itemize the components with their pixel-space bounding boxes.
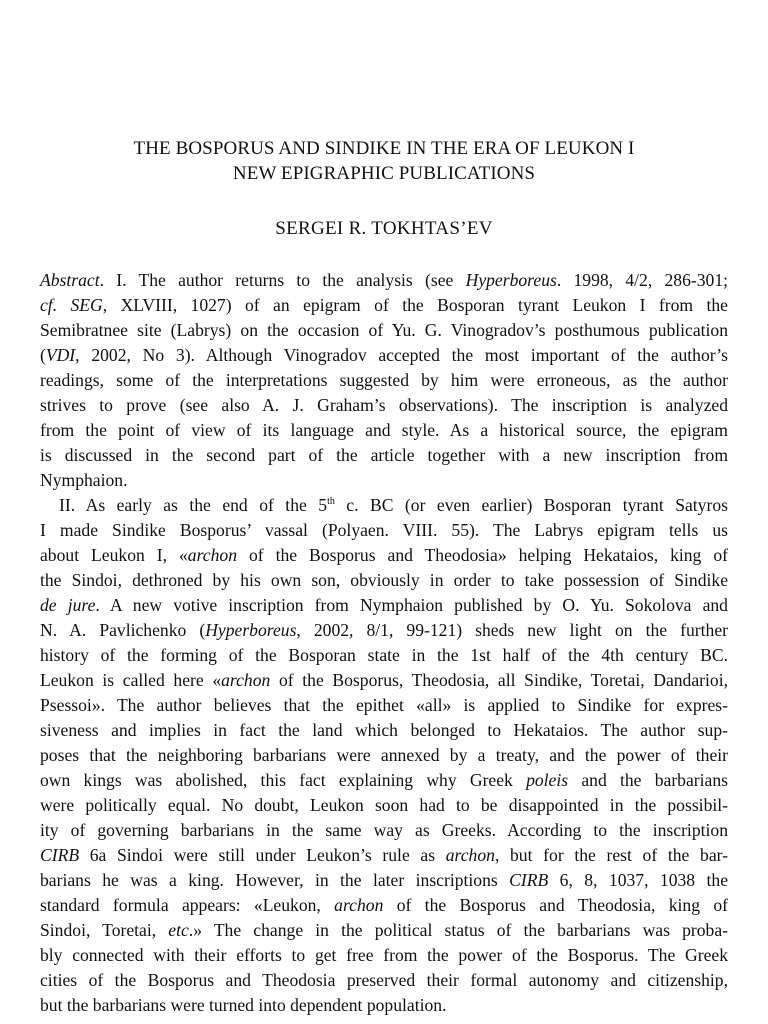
text-run: c. BC (or even earlier) Bosporan tyrant Satyros [334, 495, 728, 515]
text-run: 6, 8, 1037, 1038 the [548, 870, 728, 890]
text-run: about Leukon I, « [40, 545, 188, 565]
abstract-paragraph-2 [40, 493, 728, 1018]
text-run: own kings was abolished, this fact explaining why Greek [40, 770, 527, 790]
text-run: . I. The author returns to the analysis (see [99, 270, 466, 290]
corpus-abbrev: CIRB [40, 845, 80, 865]
text-run: , 2002, 8/1, 99-121) sheds new light on the further [296, 620, 728, 640]
text-line: readings, some of the interpretations suggested by him were erroneous, as the author [40, 370, 728, 390]
text-line [40, 843, 728, 868]
text-run: II. As early as the end of the 5 [59, 495, 328, 515]
article-title-line-2: NEW EPIGRAPHIC PUBLICATIONS [232, 163, 536, 184]
text-run: , 2002, No 3). Although Vinogradov accepted the most important of the author’s [75, 345, 728, 365]
text-line [40, 343, 728, 368]
text-run: standard formula appears: «Leukon, [40, 895, 335, 915]
text-line [40, 768, 728, 793]
text-run: barians he was a king. However, in the later inscriptions [40, 870, 510, 890]
text-line: strives to prove (see also A. J. Graham’s observations). The inscription is analyzed [40, 395, 728, 415]
text-line [40, 893, 728, 918]
article-author: SERGEI R. TOKHTAS’EV [275, 218, 493, 239]
text-line: Semibratnee site (Labrys) on the occasion of Yu. G. Vinogradov’s posthumous publication [40, 320, 728, 340]
corpus-abbrev: CIRB [509, 870, 549, 890]
journal-name: VDI [45, 345, 76, 365]
abstract-label: Abstract [40, 270, 100, 290]
text-line: poses that the neighboring barbarians were annexed by a treaty, and the power of their [40, 745, 728, 765]
text-run: N. A. Pavlichenko ( [40, 620, 206, 640]
text-run: 6a Sindoi were still under Leukon’s rule as [79, 845, 446, 865]
text-line [40, 268, 728, 293]
citation-abbrev: cf. SEG [40, 295, 103, 315]
superscript: th [327, 496, 335, 507]
text-line: Psessoi». The author believes that the epithet «all» is applied to Sindike for expres- [40, 695, 728, 715]
term: archon [445, 845, 495, 865]
text-line [40, 493, 728, 518]
journal-name: Hyperboreus [205, 620, 297, 640]
text-line [40, 293, 728, 318]
text-line: Nymphaion. [40, 470, 128, 490]
text-run: ( [40, 345, 46, 365]
text-run: of the Bosporus, Theodosia, all Sindike, Toretai, Dandarioi, [270, 670, 728, 690]
term: de jure [40, 595, 96, 615]
text-line: history of the forming of the Bosporan state in the 1st half of the 4th century BC. [40, 645, 728, 665]
text-line [40, 543, 728, 568]
text-run: Leukon is called here « [40, 670, 222, 690]
text-line: the Sindoi, dethroned by his own son, obviously in order to take possession of Sindike [40, 570, 728, 590]
term: archon [334, 895, 384, 915]
text-run: . A new votive inscription from Nymphaion published by O. Yu. Sokolova and [95, 595, 728, 615]
text-run: .» The change in the political status of the barbarians was proba- [188, 920, 728, 940]
text-line: were politically equal. No doubt, Leukon soon had to be disappointed in the possibil- [40, 795, 728, 815]
text-line: bly connected with their efforts to get free from the power of the Bosporus. The Greek [40, 945, 728, 965]
text-line [40, 668, 728, 693]
term: archon [187, 545, 237, 565]
text-line [40, 918, 728, 943]
text-run: and the barbarians [568, 770, 728, 790]
text-line [40, 618, 728, 643]
text-run: of the Bosporus and Theodosia, king of [383, 895, 728, 915]
text-line: siveness and implies in fact the land which belonged to Hekataios. The author sup- [40, 720, 728, 740]
abstract-paragraph-1 [40, 268, 728, 493]
text-line: but the barbarians were turned into dependent population. [40, 995, 447, 1015]
text-run: Sindoi, Toretai, [40, 920, 169, 940]
article-title-line-1: THE BOSPORUS AND SINDIKE IN THE ERA OF LEUKON I [133, 138, 635, 159]
text-line: from the point of view of its language and style. As a historical source, the epigram [40, 420, 728, 440]
text-line: is discussed in the second part of the article together with a new inscription from [40, 445, 728, 465]
text-line: cities of the Bosporus and Theodosia preserved their formal autonomy and citizenship, [40, 970, 728, 990]
text-run: , but for the rest of the bar- [494, 845, 729, 865]
text-run: , XLVIII, 1027) of an epigram of the Bosporan tyrant Leukon I from the [102, 295, 728, 315]
text-run: of the Bosporus and Theodosia» helping Hekataios, king of [237, 545, 728, 565]
text-line [40, 868, 728, 893]
text-line [40, 593, 728, 618]
term: archon [221, 670, 271, 690]
term: poleis [526, 770, 569, 790]
text-line: ity of governing barbarians in the same way as Greeks. According to the inscription [40, 820, 728, 840]
journal-name: Hyperboreus [465, 270, 557, 290]
text-line: I made Sindike Bosporus’ vassal (Polyaen. VIII. 55). The Labrys epigram tells us [40, 520, 728, 540]
term: etc [168, 920, 189, 940]
text-run: . 1998, 4/2, 286-301; [556, 270, 729, 290]
abstract-body [40, 268, 728, 1018]
